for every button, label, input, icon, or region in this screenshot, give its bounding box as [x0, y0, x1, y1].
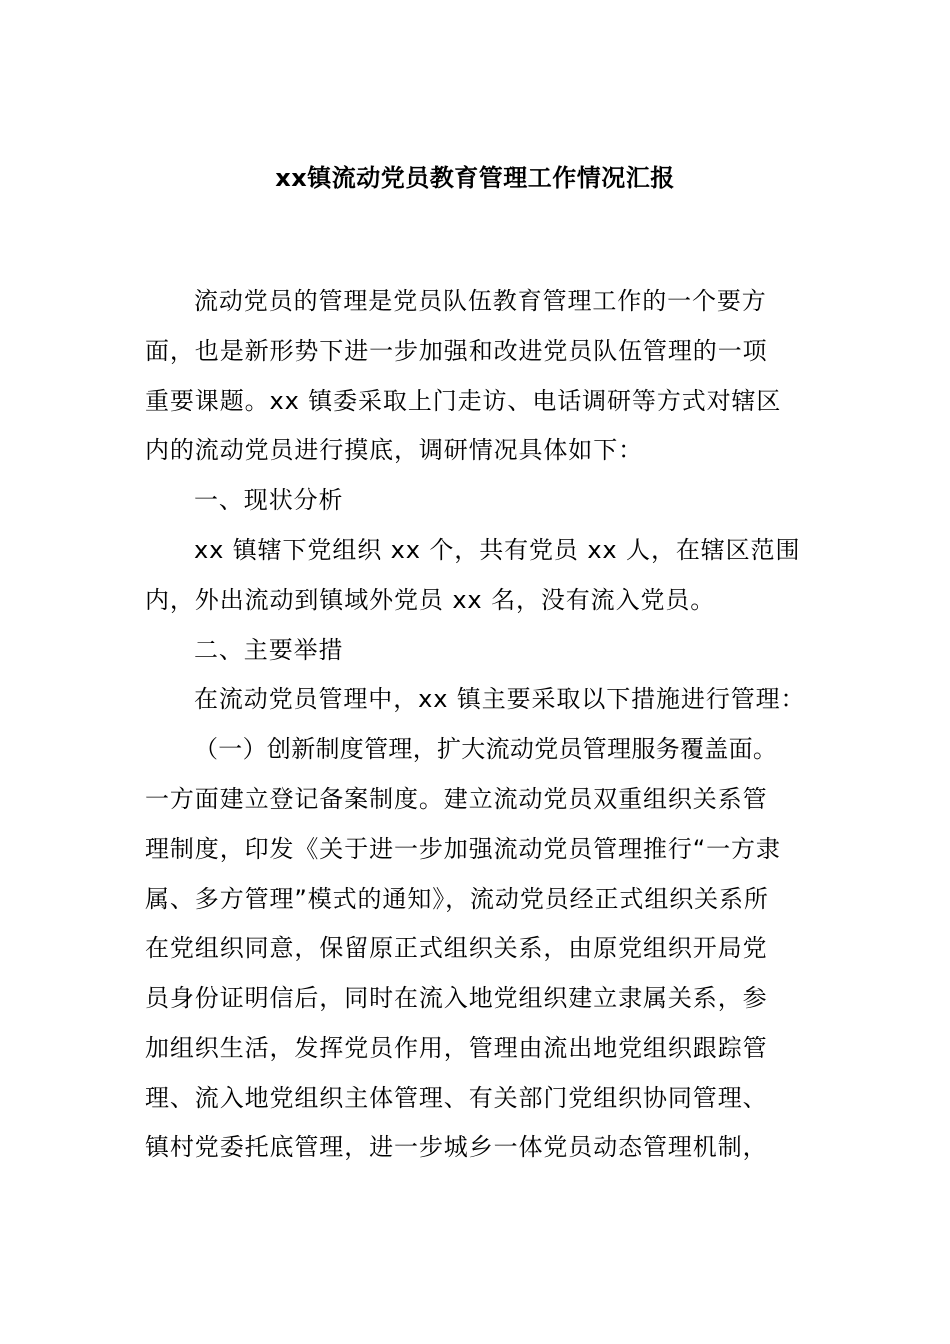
- body-line: 在流动党员管理中，xx 镇主要采取以下措施进行管理：: [194, 685, 806, 713]
- subsection-heading: （一）创新制度管理，扩大流动党员管理服务覆盖面。: [194, 735, 778, 763]
- body-line: 重要课题。xx 镇委采取上门走访、电话调研等方式对辖区: [145, 387, 782, 415]
- body-line: 理制度，印发《关于进一步加强流动党员管理推行“一方隶: [145, 835, 781, 863]
- body-line: 在党组织同意，保留原正式组织关系，由原党组织开局党: [145, 934, 768, 962]
- body-line: 流动党员的管理是党员队伍教育管理工作的一个要方: [194, 287, 767, 315]
- body-line: 员身份证明信后，同时在流入地党组织建立隶属关系，参: [145, 984, 768, 1012]
- body-line: 内，外出流动到镇域外党员 xx 名，没有流入党员。: [145, 586, 716, 614]
- section-heading: 一、现状分析: [194, 486, 344, 514]
- body-line: 面，也是新形势下进一步加强和改进党员队伍管理的一项: [145, 337, 768, 365]
- body-line: 加组织生活，发挥党员作用，管理由流出地党组织跟踪管: [145, 1034, 768, 1062]
- body-line: 属、多方管理”模式的通知》，流动党员经正式组织关系所: [145, 885, 769, 913]
- section-heading: 二、主要举措: [194, 636, 344, 664]
- body-line: xx 镇辖下党组织 xx 个，共有党员 xx 人，在辖区范围: [194, 536, 801, 564]
- document-title: xx镇流动党员教育管理工作情况汇报: [275, 164, 675, 192]
- body-line: 理、流入地党组织主体管理、有关部门党组织协同管理、: [145, 1084, 768, 1112]
- body-line: 镇村党委托底管理，进一步城乡一体党员动态管理机制，: [145, 1133, 768, 1161]
- body-line: 一方面建立登记备案制度。建立流动党员双重组织关系管: [145, 785, 768, 813]
- body-line: 内的流动党员进行摸底，调研情况具体如下：: [145, 436, 643, 464]
